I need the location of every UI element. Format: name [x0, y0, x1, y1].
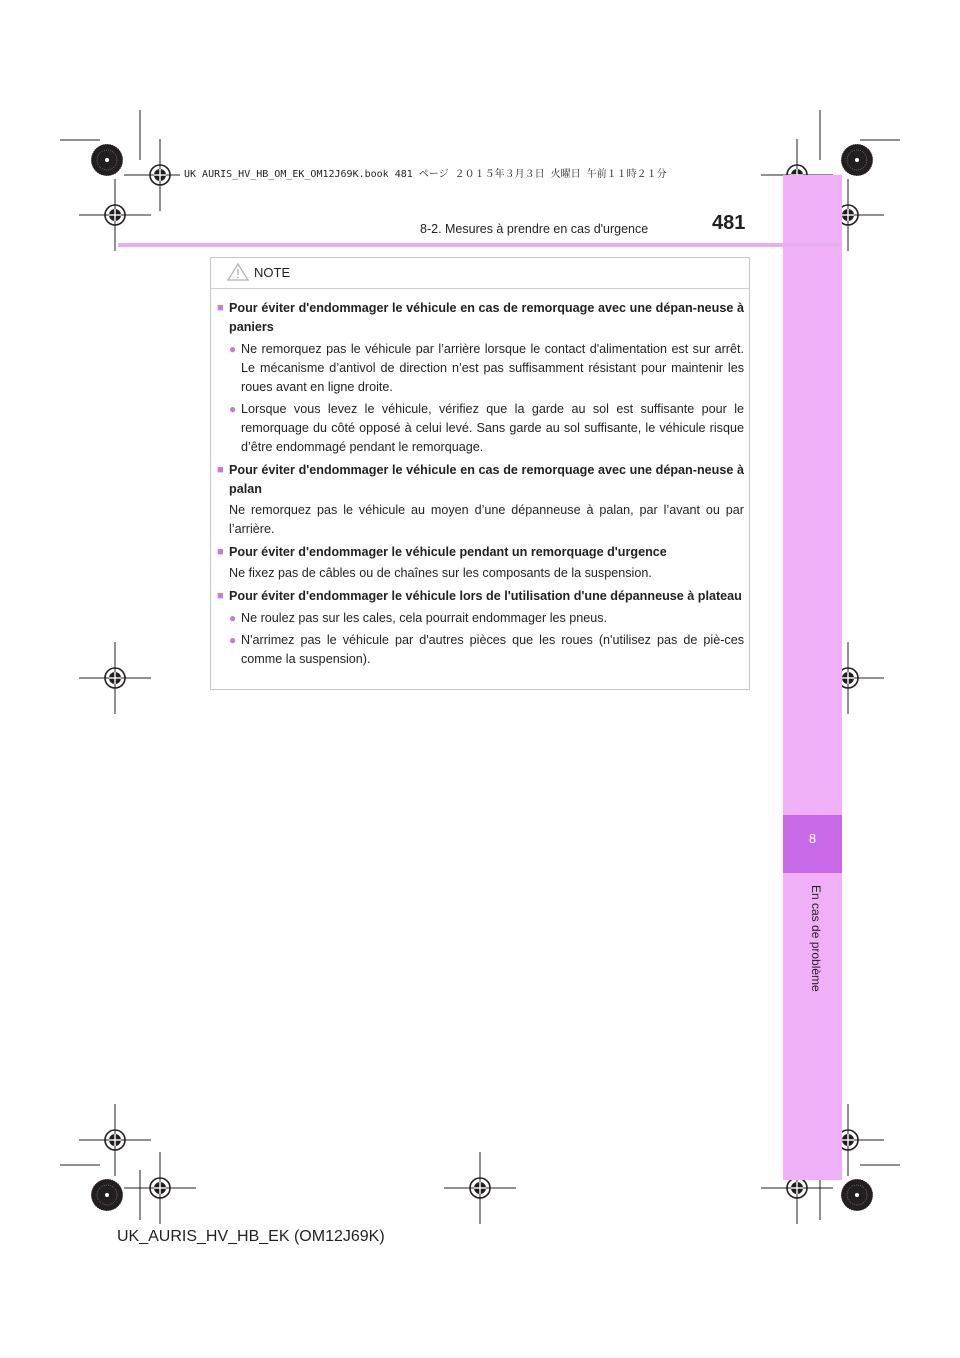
- square-bullet-icon: ■: [217, 590, 224, 602]
- circle-bullet-icon: ●: [229, 611, 237, 625]
- page-number: 481: [712, 212, 746, 234]
- note-item: [217, 299, 744, 457]
- note-header: [226, 260, 290, 284]
- star-target-icon: [91, 144, 123, 176]
- print-info-line: UK AURIS_HV_HB_OM_EK_OM12J69K.book 481 ページ ２０１５年３月３日 火曜日 午前１１時２１分: [180, 165, 748, 180]
- note-bullet: [217, 631, 744, 669]
- star-target-icon: [841, 1179, 873, 1211]
- note-item-heading: [217, 543, 744, 562]
- section-title: 8-2. Mesures à prendre en cas d'urgence: [420, 222, 649, 236]
- note-bullet: [217, 400, 744, 457]
- square-bullet-icon: ■: [217, 546, 224, 558]
- note-item-heading-text: Pour éviter d'endommager le véhicule lors de l'utilisation d'une dépanneuse à plateau: [229, 589, 742, 603]
- note-bullet-text: Ne roulez pas sur les cales, cela pourrait endommager les pneus.: [241, 611, 608, 625]
- warning-triangle-icon: [226, 262, 250, 282]
- note-bullet-text: Ne remorquez pas le véhicule par l’arrière lorsque le contact d'alimentation est sur arrêt. Le mécanisme d’antivol de direction n’est pas suffisamment résistant pour maintenir les roues avant en ligne droite.: [241, 342, 744, 394]
- header-rule: [118, 243, 842, 247]
- note-item: [217, 543, 744, 583]
- note-label: NOTE: [254, 264, 291, 280]
- circle-bullet-icon: ●: [229, 402, 237, 416]
- crosshair-target-icon: [79, 642, 151, 714]
- note-item: [217, 461, 744, 539]
- note-bullet: [217, 340, 744, 397]
- note-item-heading-text: Pour éviter d'endommager le véhicule en cas de remorquage avec une dépan-neuse à paniers: [229, 301, 744, 334]
- footer-model-code: UK_AURIS_HV_HB_EK (OM12J69K): [117, 1228, 385, 1245]
- note-item-heading-text: Pour éviter d'endommager le véhicule en cas de remorquage avec une dépan-neuse à palan: [229, 463, 744, 496]
- chapter-number: 8: [783, 815, 842, 873]
- note-item-heading-text: Pour éviter d'endommager le véhicule pendant un remorquage d'urgence: [229, 545, 667, 559]
- note-item-body: Ne fixez pas de câbles ou de chaînes sur les composants de la suspension.: [229, 566, 652, 580]
- note-item-heading: [217, 299, 744, 337]
- square-bullet-icon: ■: [217, 464, 224, 476]
- note-content: [217, 299, 744, 673]
- note-bullet-text: N'arrimez pas le véhicule par d'autres pièces que les roues (n'utilisez pas de piè-ces comme la suspension).: [241, 633, 744, 666]
- note-divider: [211, 288, 749, 289]
- circle-bullet-icon: ●: [229, 633, 237, 647]
- note-item-heading: [217, 461, 744, 499]
- note-item: [217, 587, 744, 669]
- note-item-heading: [217, 587, 744, 606]
- note-bullet-text: Lorsque vous levez le véhicule, vérifiez que la garde au sol est suffisante pour le remorquage du côté opposé à celui levé. Sans garde au sol suffisante, le véhicule risque d’être endommagé pendant le remorquage.: [241, 402, 744, 454]
- crosshair-target-icon: [444, 1152, 516, 1224]
- crosshair-target-icon: [124, 1152, 196, 1224]
- note-bullet: [217, 609, 744, 628]
- star-target-icon: [91, 1179, 123, 1211]
- note-item-body: Ne remorquez pas le véhicule au moyen d’une dépanneuse à palan, par l’avant ou par l’arrière.: [229, 503, 744, 536]
- square-bullet-icon: ■: [217, 302, 224, 314]
- star-target-icon: [841, 144, 873, 176]
- circle-bullet-icon: ●: [229, 342, 237, 356]
- crosshair-target-icon: [79, 179, 151, 251]
- chapter-label: En cas de problème: [809, 885, 823, 992]
